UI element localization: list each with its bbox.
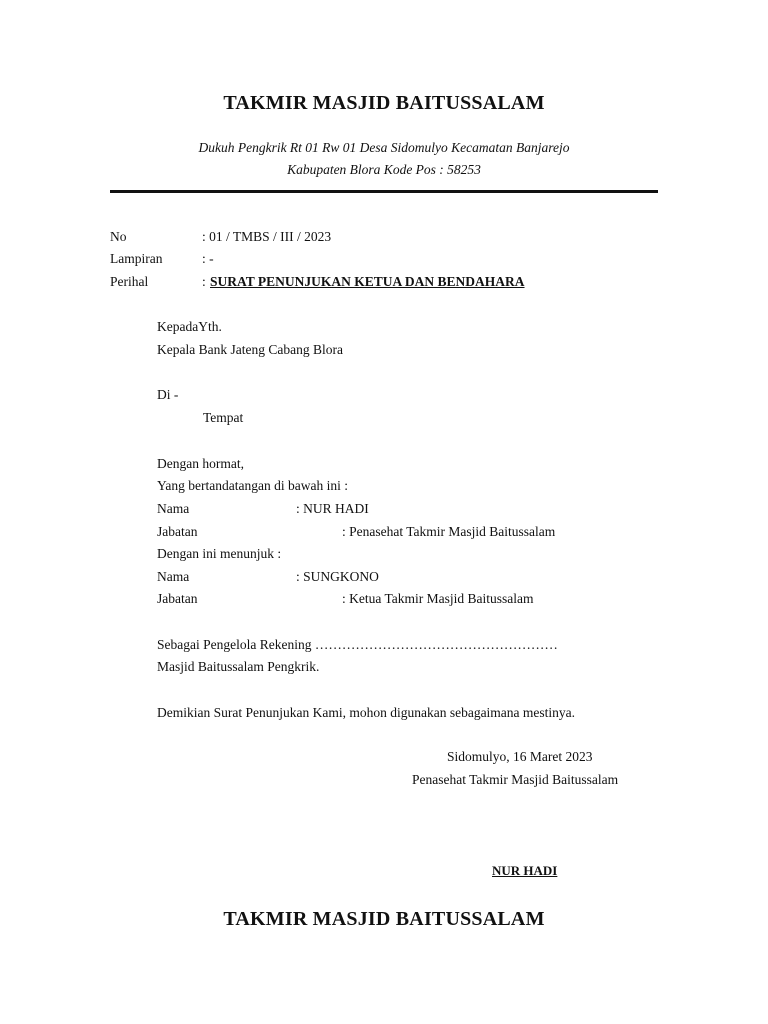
lampiran-label: Lampiran xyxy=(110,251,163,266)
intro-text: Yang bertandatangan di bawah ini : xyxy=(157,478,348,493)
recipient-di: Di - xyxy=(157,387,179,402)
signer-name-label: Nama xyxy=(157,501,190,516)
place-date: Sidomulyo, 16 Maret 2023 xyxy=(447,749,593,764)
appointee-role-value: : Ketua Takmir Masjid Baitussalam xyxy=(342,591,534,606)
recipient-tempat: Tempat xyxy=(203,410,244,425)
no-label: No xyxy=(110,229,127,244)
recipient-salutation: KepadaYth. xyxy=(157,319,222,334)
appointee-name-label: Nama xyxy=(157,569,190,584)
footer-title: TAKMIR MASJID BAITUSSALAM xyxy=(223,908,545,930)
letterhead-title: TAKMIR MASJID BAITUSSALAM xyxy=(223,92,545,114)
letterhead-address-line2: Kabupaten Blora Kode Pos : 58253 xyxy=(287,162,481,177)
signer-name-value: : NUR HADI xyxy=(296,501,369,516)
closing-text: Demikian Surat Penunjukan Kami, mohon digunakan sebagaimana mestinya. xyxy=(157,705,576,720)
signature-role: Penasehat Takmir Masjid Baitussalam xyxy=(412,772,619,787)
signer-role-label: Jabatan xyxy=(157,524,198,539)
perihal-colon: : xyxy=(202,274,206,289)
greeting: Dengan hormat, xyxy=(157,456,244,471)
no-value: : 01 / TMBS / III / 2023 xyxy=(202,229,332,244)
appointee-name-value: : SUNGKONO xyxy=(296,569,379,584)
signer-role-value: : Penasehat Takmir Masjid Baitussalam xyxy=(342,524,556,539)
account-line2: Masjid Baitussalam Pengkrik. xyxy=(157,659,320,674)
perihal-label: Perihal xyxy=(110,274,149,289)
perihal-value: SURAT PENUNJUKAN KETUA DAN BENDAHARA xyxy=(210,274,525,289)
lampiran-value: : - xyxy=(202,251,214,266)
appointee-role-label: Jabatan xyxy=(157,591,198,606)
appoint-intro: Dengan ini menunjuk : xyxy=(157,546,282,561)
letterhead-address-line1: Dukuh Pengkrik Rt 01 Rw 01 Desa Sidomulyo Kecamatan Banjarejo xyxy=(198,140,570,155)
letterhead-divider xyxy=(110,190,658,193)
signature-name: NUR HADI xyxy=(492,863,558,878)
recipient-name: Kepala Bank Jateng Cabang Blora xyxy=(157,342,343,357)
account-line1: Sebagai Pengelola Rekening ……………………………………………… xyxy=(157,637,558,652)
